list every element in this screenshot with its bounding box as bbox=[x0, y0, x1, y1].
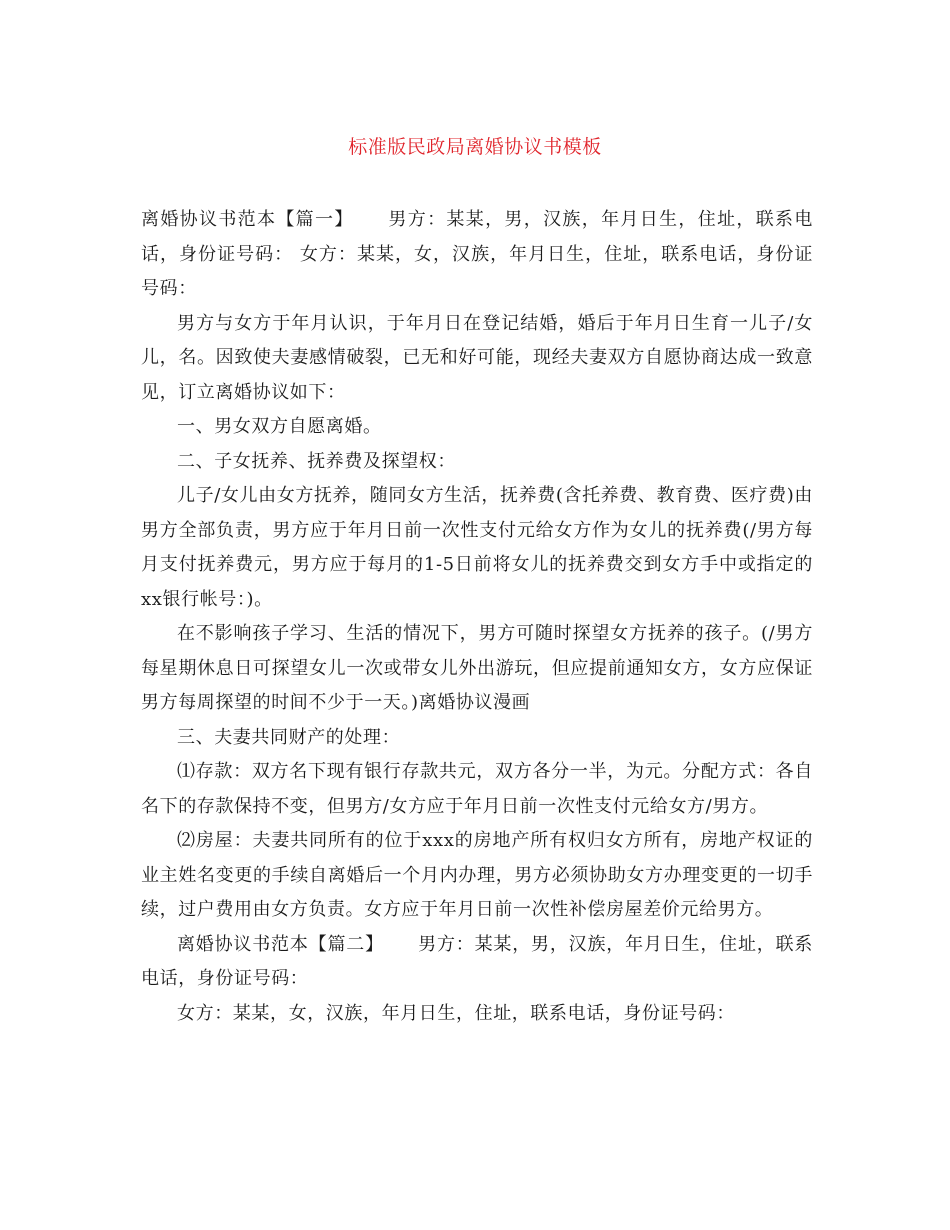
paragraph-3: 一、男女双方自愿离婚。 bbox=[177, 416, 382, 437]
paragraph-1 bbox=[141, 203, 813, 307]
paragraph-2: 男方与女方于年月认识，于年月日在登记结婚，婚后于年月日生育一儿子/女儿，名。因致使夫妻感情破裂，已无和好可能，现经夫妻双方自愿协商达成一致意见，订立离婚协议如下： bbox=[141, 312, 813, 403]
paragraph-10 bbox=[141, 928, 813, 997]
section-heading-2: 离婚协议书范本【篇二】 bbox=[177, 933, 384, 955]
paragraph-text: 男方：某某，男，汉族，年月日生，住址，联系电话，身份证号码： 女方：某某，女，汉族，年月日生，住址，联系电话，身份证号码： bbox=[141, 209, 813, 299]
document-title: 标准版民政局离婚协议书模板 bbox=[348, 136, 602, 158]
paragraph-6: 在不影响孩子学习、生活的情况下，男方可随时探望女方抚养的孩子。(/男方每星期休息日可探望女儿一次或带女儿外出游玩，但应提前通知女方，女方应保证男方每周探望的时间不少于一天。)离婚协议漫画 bbox=[141, 623, 813, 713]
paragraph-5: 儿子/女儿由女方抚养，随同女方生活，抚养费(含托养费、教育费、医疗费)由男方全部负责，男方应于年月日前一次性支付元给女方作为女儿的抚养费(/男方每月支付抚养费元，男方应于每月的1-5日前将女儿的抚养费交到女方手中或指定的xx银行帐号：)。 bbox=[141, 485, 813, 610]
paragraph-11: 女方：某某，女，汉族，年月日生，住址，联系电话，身份证号码： bbox=[177, 1002, 735, 1024]
paragraph-8: ⑴存款：双方名下现有银行存款共元，双方各分一半，为元。分配方式：各自名下的存款保持不变，但男方/女方应于年月日前一次性支付元给女方/男方。 bbox=[141, 761, 813, 817]
paragraph-text: 男方：某某，男，汉族，年月日生，住址，联系电话，身份证号码： bbox=[141, 933, 813, 989]
section-heading-1: 离婚协议书范本【篇一】 bbox=[141, 209, 354, 230]
paragraph-7: 三、夫妻共同财产的处理： bbox=[177, 726, 401, 748]
paragraph-9: ⑵房屋：夫妻共同所有的位于xxx的房地产所有权归女方所有，房地产权证的业主姓名变更的手续自离婚后一个月内办理，男方必须协助女方办理变更的一切手续，过户费用由女方负责。女方应于年月日前一次性补偿房屋差价元给男方。 bbox=[141, 830, 813, 920]
document-body bbox=[141, 203, 813, 1031]
paragraph-4: 二、子女抚养、抚养费及探望权： bbox=[177, 450, 456, 472]
